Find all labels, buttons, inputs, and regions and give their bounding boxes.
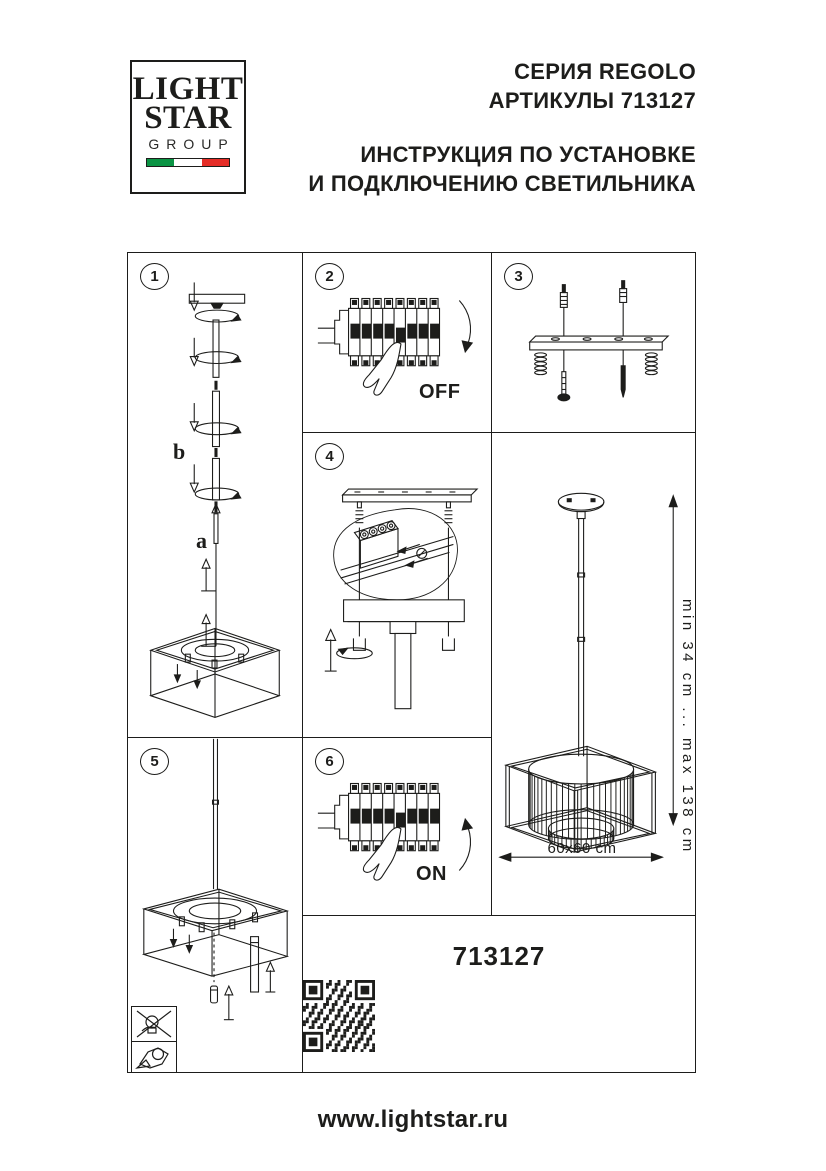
article-number: 713127: [452, 941, 546, 971]
power-on-label: ON: [416, 863, 447, 885]
use-cloth-instruction-icon: [131, 1041, 177, 1073]
flag-green-segment: [147, 159, 174, 166]
step-5-badge: [140, 748, 169, 775]
flag-red-segment: [202, 159, 229, 166]
circuit-breaker-icon: [318, 783, 440, 850]
step-number: 4: [325, 448, 334, 465]
rod-assembly-drawing: [128, 253, 302, 737]
rod-section-a-label: a: [196, 528, 207, 553]
height-dimension-arrow: [669, 496, 677, 825]
spring-icon: [535, 353, 658, 375]
step-6-panel: [302, 737, 492, 916]
flag-white-segment: [174, 159, 201, 166]
bracket-bar-icon: [343, 489, 478, 495]
header-title-line1: ИНСТРУКЦИЯ ПО УСТАНОВКЕ: [360, 142, 696, 167]
step-number: 1: [150, 268, 159, 285]
pendant-rod-icon: [578, 519, 585, 757]
circuit-breaker-icon: [318, 298, 440, 365]
step-4-panel: [302, 432, 492, 738]
fixture-frame-icon: [151, 628, 280, 717]
step-3-panel: [491, 252, 696, 433]
rotate-down-arrow-icon: [459, 300, 470, 343]
step-number: 2: [325, 268, 334, 285]
cylinder-shade-icon: [529, 754, 634, 849]
footer-url: www.lightstar.ru: [317, 1106, 509, 1133]
italy-flag-bar: [146, 158, 230, 167]
step-6-badge: [315, 748, 344, 775]
ceiling-canopy-icon: [558, 493, 604, 518]
logo-star: STAR: [144, 100, 232, 136]
pendant-dimensions-panel: [491, 432, 696, 916]
fixture-frame-icon: [144, 889, 287, 976]
article-qr-panel: [302, 915, 696, 1073]
logo-light: LIGHT: [132, 71, 244, 107]
header-block: [489, 57, 696, 115]
step-4-badge: [315, 443, 344, 470]
wall-anchor-icon: [560, 281, 626, 336]
step-5-panel: [127, 737, 303, 1073]
power-off-label: OFF: [419, 381, 461, 403]
step-2-badge: [315, 263, 344, 290]
step-number: 6: [325, 753, 334, 770]
lightstar-logo: [130, 60, 246, 194]
rod-segment-icon: [213, 320, 219, 377]
no-bare-hand-warning-icon: [131, 1006, 177, 1042]
canopy-icon: [344, 528, 465, 709]
terminal-connection-drawing: [303, 433, 491, 737]
step-1-badge: [140, 263, 169, 290]
qr-code: [303, 980, 375, 1052]
instruction-grid: [127, 252, 696, 1073]
rod-section-b-label: b: [173, 439, 186, 464]
header-title-line2: И ПОДКЛЮЧЕНИЮ СВЕТИЛЬНИКА: [308, 171, 696, 196]
hanging-screw-icon: [355, 502, 452, 523]
header-title: [308, 140, 696, 198]
mounting-bar-icon: [530, 336, 668, 342]
screw-icon: [558, 350, 625, 401]
header-series: СЕРИЯ REGOLO: [514, 59, 696, 84]
step-number: 3: [514, 268, 523, 285]
step-1-panel: [127, 252, 303, 738]
header-articles: АРТИКУЛЫ 713127: [488, 88, 696, 113]
step-2-panel: [302, 252, 492, 433]
logo-group: GROUP: [148, 136, 235, 152]
step-3-badge: [504, 263, 533, 290]
lamp-bulb-icon: [211, 933, 259, 1003]
terminal-block-icon: [341, 521, 454, 584]
rotate-up-arrow-icon: [459, 828, 470, 871]
width-label: 60x60 cm: [547, 840, 617, 857]
step-number: 5: [150, 753, 159, 770]
height-range-label: min 34 cm ... max 138 cm: [679, 599, 696, 855]
